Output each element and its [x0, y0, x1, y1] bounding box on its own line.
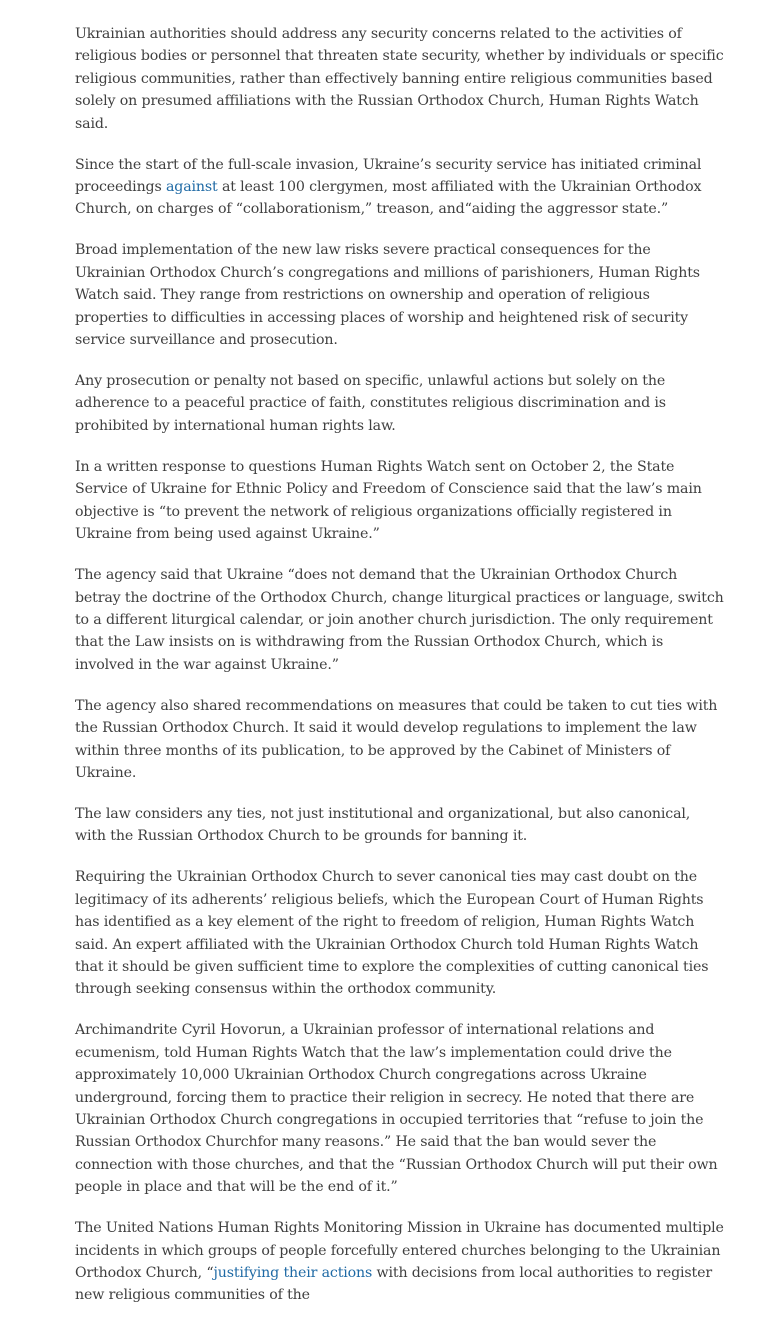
paragraph-4	[75, 370, 725, 437]
paragraph-2-text-before: Since the start of the full-scale invasion, Ukraine’s security service has initiated criminal proceedings	[75, 156, 702, 196]
paragraph-1-text: Ukrainian authorities should address any security concerns related to the activities of religious bodies or personnel that threaten state security, whether by individuals or specific religious communities, rather than effectively banning entire religious communities based solely on presumed affiliations with the Russian Orthodox Church, Human Rights Watch said.	[75, 26, 724, 132]
paragraph-1	[75, 23, 725, 135]
paragraph-10-text: Archimandrite Cyril Hovorun, a Ukrainian professor of international relations and ecumenism, told Human Rights Watch that the law’s implementation could drive the approximately 10,000 Ukrainian Orthodox Church congregations across Ukraine underground, forcing them to practice their religion in secrecy. He noted that there are Ukrainian Orthodox Church congregations in occupied territories that “refuse to join the Russian Orthodox Churchfor many reasons.” He said that the ban would sever the connection with those churches, and that the “Russian Orthodox Church will put their own people in place and that will be the end of it.”	[75, 1022, 718, 1196]
paragraph-8	[75, 803, 725, 848]
paragraph-6-text: The agency said that Ukraine “does not demand that the Ukrainian Orthodox Church betray the doctrine of the Orthodox Church, change liturgical practices or language, switch to a different liturgical calendar, or join another church jurisdiction. The only requirement that the Law insists on is withdrawing from the Russian Orthodox Church, which is involved in the war against Ukraine.”	[75, 567, 724, 673]
paragraph-9-text: Requiring the Ukrainian Orthodox Church to sever canonical ties may cast doubt on the legitimacy of its adherents’ religious beliefs, which the European Court of Human Rights has identified as a key element of the right to freedom of religion, Human Rights Watch said. An expert affiliated with the Ukrainian Orthodox Church told Human Rights Watch that it should be given sufficient time to explore the complexities of cutting canonical ties through seeking consensus within the orthodox community.	[75, 869, 709, 998]
paragraph-7	[75, 695, 725, 785]
paragraph-11	[75, 1217, 725, 1307]
link-justifying-their-actions[interactable]: justifying their actions	[213, 1265, 373, 1282]
paragraph-5-text: In a written response to questions Human Rights Watch sent on October 2, the State Service of Ukraine for Ethnic Policy and Freedom of Conscience said that the law’s main objective is “to prevent the network of religious organizations officially registered in Ukraine from being used against Ukraine.”	[75, 458, 702, 543]
paragraph-3	[75, 239, 725, 351]
paragraph-11-text-before: The United Nations Human Rights Monitoring Mission in Ukraine has documented multiple incidents in which groups of people forcefully entered churches belonging to the Ukrainian Orthodox Church, “	[75, 1220, 724, 1282]
paragraph-3-text: Broad implementation of the new law risks severe practical consequences for the Ukrainian Orthodox Church’s congregations and millions of parishioners, Human Rights Watch said. They range from restrictions on ownership and operation of religious properties to difficulties in accessing places of worship and heightened risk of security service surveillance and prosecution.	[75, 242, 700, 349]
link-against[interactable]: against	[165, 179, 218, 196]
paragraph-6	[75, 564, 725, 676]
paragraph-8-text: The law considers any ties, not just institutional and organizational, but also canonical, with the Russian Orthodox Church to be grounds for banning it.	[75, 805, 691, 845]
paragraph-10	[75, 1019, 725, 1198]
paragraph-7-text: The agency also shared recommendations on measures that could be taken to cut ties with the Russian Orthodox Church. It said it would develop regulations to implement the law within three months of its publication, to be approved by the Cabinet of Ministers of Ukraine.	[75, 697, 718, 781]
paragraph-4-text: Any prosecution or penalty not based on specific, unlawful actions but solely on the adherence to a peaceful practice of faith, constitutes religious discrimination and is prohibited by international human rights law.	[75, 373, 666, 434]
paragraph-11-text-after: with decisions from local authorities to register new religious communities of the	[75, 1265, 712, 1304]
article-body	[75, 23, 725, 1325]
paragraph-2	[75, 154, 725, 221]
paragraph-2-text-after: at least 100 clergymen, most affiliated with the Ukrainian Orthodox Church, on charges of “collaborationism,” treason, and“aiding the aggressor state.”	[75, 179, 702, 218]
paragraph-9	[75, 866, 725, 1000]
paragraph-5	[75, 456, 725, 546]
